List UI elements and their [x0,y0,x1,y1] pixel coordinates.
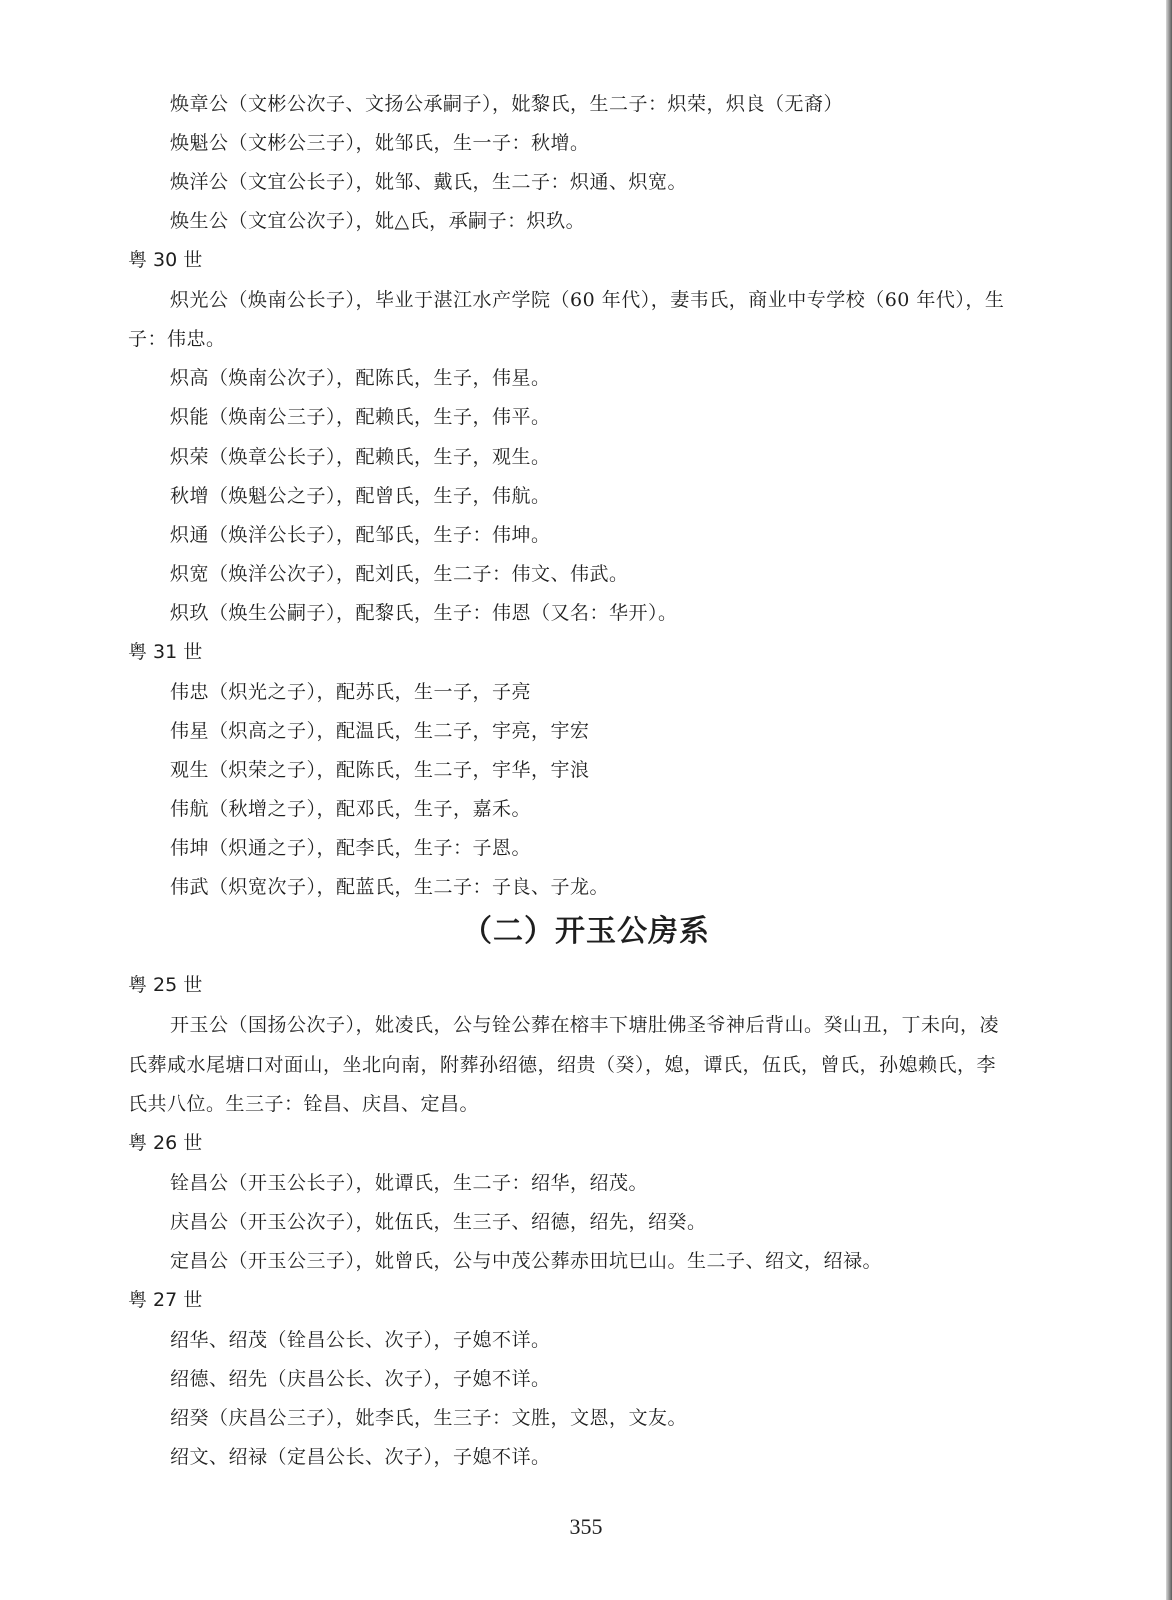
entry-line: 子：伟忠。 [128,328,226,350]
entry-line: 炽荣（焕章公长子），配赖氏，生子，观生。 [170,446,551,468]
entry-line: 庆昌公（开玉公次子），妣伍氏，生三子、绍德，绍先，绍癸。 [170,1211,707,1233]
entry-line: 伟坤（炽通之子），配李氏，生子：子恩。 [170,837,532,859]
entry-line: 秋增（焕魁公之子），配曾氏，生子，伟航。 [170,485,551,507]
entry-line: 伟忠（炽光之子），配苏氏，生一子，子亮 [170,681,532,703]
paragraph-line: 开玉公（国扬公次子），妣凌氏，公与铨公葬在榕丰下塘肚佛圣爷神后背山。癸山丑，丁未向，凌 [170,1014,1000,1036]
page-number: 355 [569,1514,603,1539]
entry-line: 绍文、绍禄（定昌公长、次子），子媳不详。 [170,1446,551,1468]
entry-line: 焕洋公（文宜公长子），妣邹、戴氏，生二子：炽通、炽宽。 [170,171,688,193]
entry-line: 定昌公（开玉公三子），妣曾氏，公与中茂公葬赤田坑巳山。生二子、绍文，绍禄。 [170,1250,883,1272]
entry-line: 观生（炽荣之子），配陈氏，生二子，宇华，宇浪 [170,759,590,781]
entry-line: 焕生公（文宜公次子），妣△氏，承嗣子：炽玖。 [170,210,586,232]
entry-line: 炽光公（焕南公长子），毕业于湛江水产学院（60 年代），妻韦氏，商业中专学校（60 年代），生 [170,289,1005,311]
entry-line: 绍癸（庆昌公三子），妣李氏，生三子：文胜，文恩，文友。 [170,1407,688,1429]
entry-line: 伟航（秋增之子），配邓氏，生子，嘉禾。 [170,798,532,820]
entry-line: 炽能（焕南公三子），配赖氏，生子，伟平。 [170,406,551,428]
entry-line: 炽通（焕洋公长子），配邹氏，生子：伟坤。 [170,524,551,546]
generation-heading: 粤 31 世 [128,641,203,663]
entry-line: 伟星（炽高之子），配温氏，生二子，宇亮，宇宏 [170,720,590,742]
generation-heading: 粤 26 世 [128,1132,203,1154]
entry-line: 炽宽（焕洋公次子），配刘氏，生二子：伟文、伟武。 [170,563,629,585]
paragraph-line: 氏共八位。生三子：铨昌、庆昌、定昌。 [128,1093,480,1115]
entry-line: 铨昌公（开玉公长子），妣谭氏，生二子：绍华，绍茂。 [170,1172,649,1194]
section-title: （二）开玉公房系 [462,914,710,949]
generation-heading: 粤 27 世 [128,1289,203,1311]
entry-line: 绍华、绍茂（铨昌公长、次子），子媳不详。 [170,1329,551,1351]
entry-line: 炽高（焕南公次子），配陈氏，生子，伟星。 [170,367,551,389]
generation-heading: 粤 25 世 [128,974,203,996]
generation-heading: 粤 30 世 [128,249,203,271]
entry-line: 伟武（炽宽次子），配蓝氏，生二子：子良、子龙。 [170,876,610,898]
paragraph-line: 氏葬咸水尾塘口对面山，坐北向南，附葬孙绍德，绍贵（癸），媳，谭氏，伍氏，曾氏，孙媳赖氏，李 [128,1054,997,1076]
entry-line: 炽玖（焕生公嗣子），配黎氏，生子：伟恩（又名：华开）。 [170,602,678,624]
entry-line: 焕章公（文彬公次子、文扬公承嗣子），妣黎氏，生二子：炽荣，炽良（无裔） [170,93,844,115]
entry-line: 绍德、绍先（庆昌公长、次子），子媳不详。 [170,1368,551,1390]
entry-line: 焕魁公（文彬公三子），妣邹氏，生一子：秋增。 [170,132,590,154]
